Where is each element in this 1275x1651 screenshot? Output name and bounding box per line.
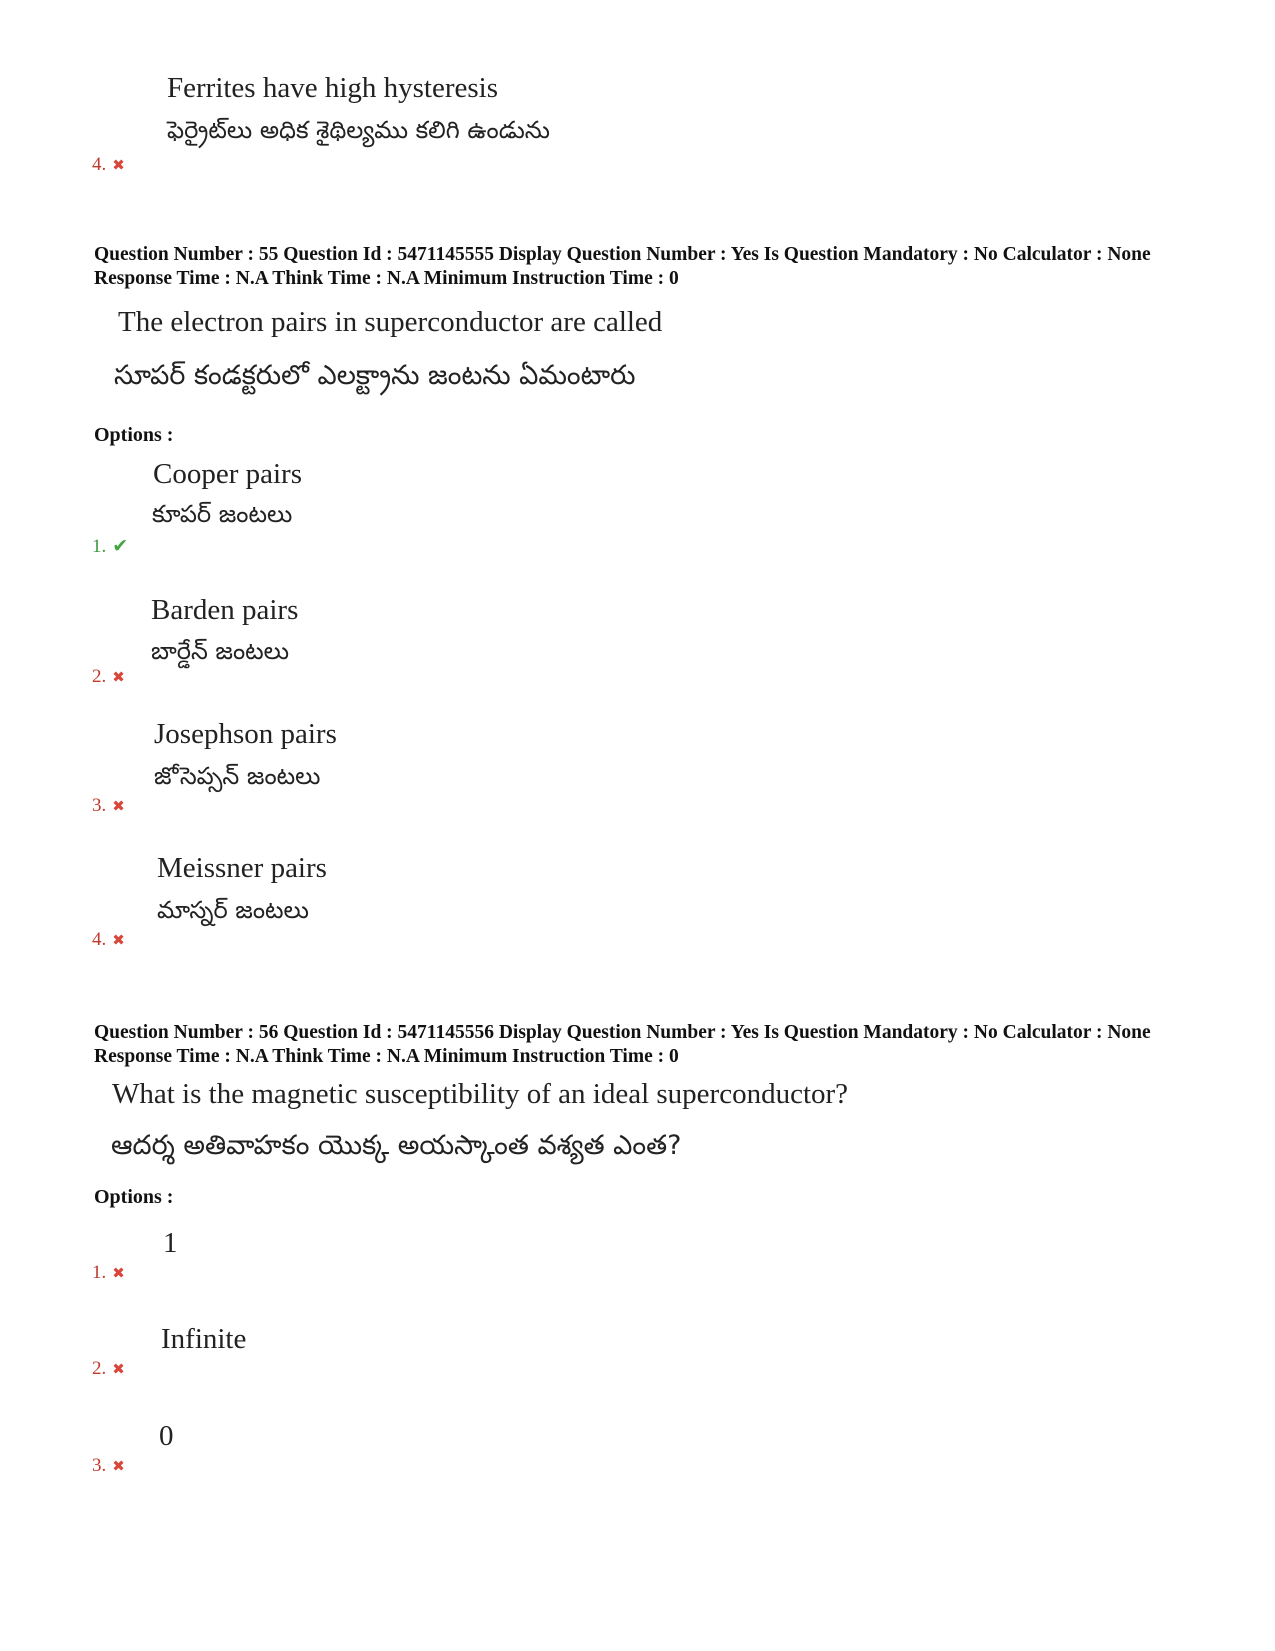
- q56-option-1-marker: [92, 1262, 125, 1284]
- option-number: 1.: [92, 1262, 107, 1283]
- q55-option-2-english: Barden pairs: [151, 594, 299, 626]
- q55-option-1-telugu: కూపర్ జంటలు: [152, 500, 293, 528]
- q55-option-1-english: Cooper pairs: [153, 458, 302, 490]
- q55-option-3-telugu: జోసెప్సన్ జంటలు: [154, 762, 321, 790]
- q55-option-3-marker: [92, 795, 125, 817]
- option-number: 2.: [92, 666, 107, 687]
- q56-text-telugu: ఆదర్శ అతివాహకం యొక్క అయస్కాంత వశ్యత ఎంత?: [111, 1130, 682, 1161]
- q56-meta: Question Number : 56 Question Id : 5471145556 Display Question Number : Yes Is Question Mandatory : No Calculator : None Response Time : N.A Think Time : N.A Minimum Instruction Time : 0: [94, 1022, 1151, 1067]
- q55-options-label: Options :: [94, 424, 174, 446]
- check-icon: ✔: [112, 535, 129, 557]
- option-number: 2.: [92, 1358, 107, 1379]
- cross-icon: ✖: [112, 668, 125, 686]
- q56-option-2-marker: [92, 1358, 125, 1380]
- q54-option-4-english: Ferrites have high hysteresis: [167, 72, 499, 104]
- q55-option-3-english: Josephson pairs: [154, 718, 337, 750]
- cross-icon: ✖: [112, 797, 125, 815]
- q55-option-2-marker: [92, 666, 125, 688]
- q56-text-english: What is the magnetic susceptibility of an ideal superconductor?: [112, 1078, 849, 1110]
- cross-icon: ✖: [112, 1457, 125, 1475]
- q55-option-4-telugu: మాస్నర్ జంటలు: [157, 896, 309, 924]
- q54-option-4-telugu: ఫెర్రైట్‌లు అధిక శైథిల్యము కలిగి ఉండును: [167, 116, 550, 144]
- option-number: 4.: [92, 929, 107, 950]
- option-number: 1.: [92, 536, 107, 557]
- cross-icon: ✖: [112, 156, 125, 174]
- q55-text-english: The electron pairs in superconductor are called: [118, 306, 663, 338]
- q55-option-2-telugu: బార్డేన్ జంటలు: [151, 637, 289, 665]
- cross-icon: ✖: [112, 1360, 125, 1378]
- q54-option-4-marker: [92, 154, 125, 176]
- q56-option-1-english: 1: [163, 1227, 178, 1259]
- q56-options-label: Options :: [94, 1186, 174, 1208]
- q55-text-telugu: సూపర్ కండక్టరులో ఎలక్ట్రాను జంటను ఏమంటారు: [114, 360, 636, 391]
- cross-icon: ✖: [112, 931, 125, 949]
- cross-icon: ✖: [112, 1264, 125, 1282]
- option-number: 3.: [92, 795, 107, 816]
- q55-option-4-marker: [92, 929, 125, 951]
- option-number: 3.: [92, 1455, 107, 1476]
- q56-option-3-marker: [92, 1455, 125, 1477]
- option-number: 4.: [92, 154, 107, 175]
- q55-option-1-marker: [92, 535, 128, 558]
- q56-option-2-english: Infinite: [161, 1323, 247, 1355]
- q55-option-4-english: Meissner pairs: [157, 852, 327, 884]
- q55-meta: Question Number : 55 Question Id : 5471145555 Display Question Number : Yes Is Question Mandatory : No Calculator : None Response Time : N.A Think Time : N.A Minimum Instruction Time : 0: [94, 244, 1151, 289]
- q56-option-3-english: 0: [159, 1420, 174, 1452]
